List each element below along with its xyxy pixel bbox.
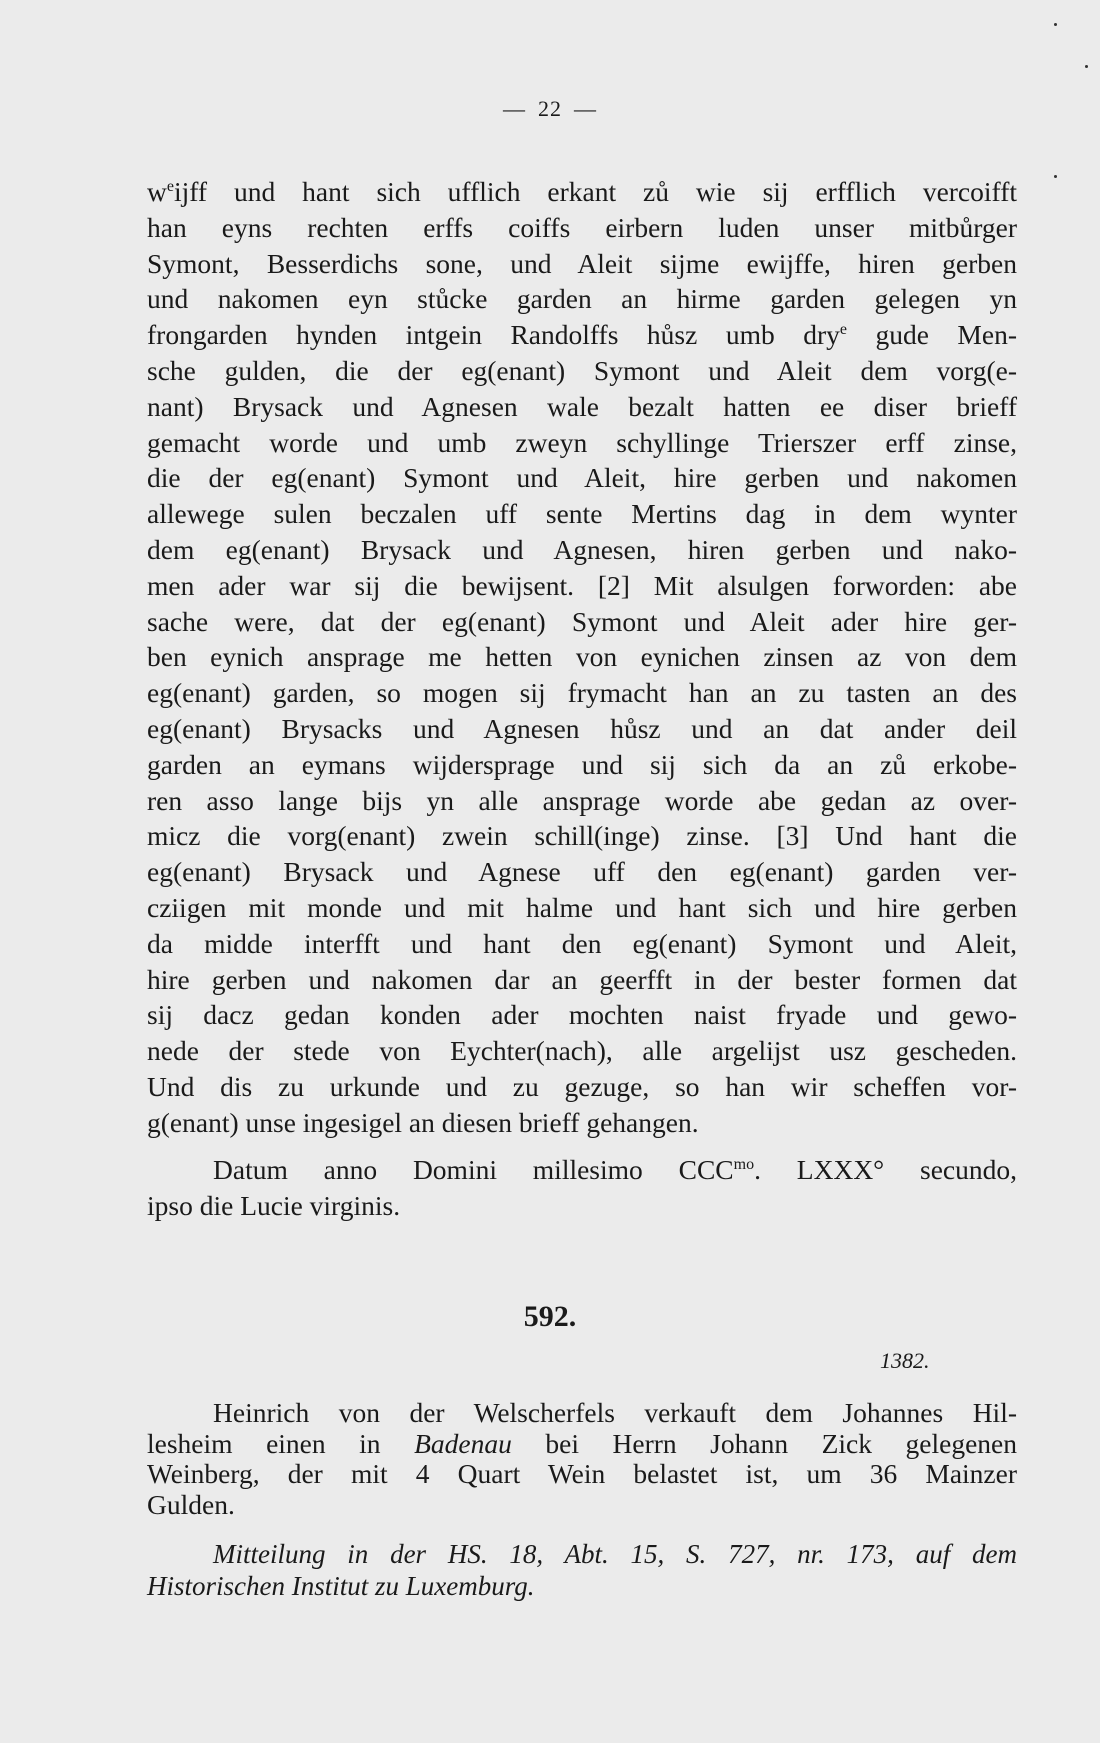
summary-text: bei Herrn Johann Zick gelegenen (511, 1427, 1017, 1459)
scan-speck (1054, 175, 1057, 178)
source-line: Mitteilung in der HS. 18, Abt. 15, S. 727, nr. 173, auf dem (213, 1539, 1017, 1569)
datum-superscript: mo (733, 1156, 755, 1173)
text-line (147, 1105, 1017, 1141)
text-line (147, 389, 1017, 425)
text-segment: men ader war sij die bewijsent. [2] Mit alsulgen forworden: abe (147, 569, 1017, 601)
text-segment: ijff und hant sich ufflich erkant zů wie sij erfflich vercoifft (173, 176, 1017, 207)
datum-text: Datum anno Domini millesimo CCC (213, 1154, 734, 1185)
place-name: Badenau (414, 1427, 512, 1459)
text-line (147, 783, 1017, 819)
page-number: 22 (538, 96, 562, 121)
charter-text (147, 174, 1017, 1141)
text-segment: eg(enant) Brysacks und Agnesen hůsz und an dat ander deil (147, 712, 1017, 744)
dash-left: — (503, 96, 526, 121)
text-line (147, 711, 1017, 747)
text-line (147, 604, 1017, 640)
text-segment: g(enant) unse ingesigel an diesen brieff gehangen. (147, 1106, 699, 1138)
dash-right: — (574, 96, 597, 121)
text-line (147, 353, 1017, 389)
text-segment: dem eg(enant) Brysack und Agnesen, hiren gerben und nako- (147, 533, 1017, 565)
text-segment: frongarden hynden intgein Randolffs hůsz umb dry (147, 319, 840, 351)
text-line (147, 425, 1017, 461)
superscript-letter: e (839, 321, 847, 339)
text-segment: gude Men- (846, 319, 1017, 351)
summary-line (147, 1429, 1017, 1460)
entry-summary (147, 1398, 1017, 1520)
datum-clause (147, 1152, 1017, 1224)
text-segment: nede der stede von Eychter(nach), alle argelijst usz gescheden. (147, 1035, 1017, 1067)
text-line (147, 460, 1017, 496)
text-line (147, 1033, 1017, 1069)
text-segment: da midde interfft und hant den eg(enant) Symont und Aleit, (147, 927, 1017, 959)
text-segment: allewege sulen beczalen uff sente Mertins dag in dem wynter (147, 498, 1017, 530)
source-line: Historischen Institut zu Luxemburg. (147, 1571, 535, 1601)
text-segment: micz die vorg(enant) zwein schill(inge) zinse. [3] Und hant die (147, 820, 1017, 852)
text-segment: w (147, 176, 167, 207)
datum-line: ipso die Lucie virginis. (147, 1189, 401, 1221)
text-segment: ren asso lange bijs yn alle ansprage worde abe gedan az over- (147, 784, 1017, 816)
source-note (147, 1538, 1017, 1602)
text-segment: Symont, Besserdichs sone, und Aleit sijme ewijffe, hiren gerben (147, 247, 1017, 279)
text-line (147, 675, 1017, 711)
page-number-header (0, 96, 1100, 122)
text-segment: han eyns rechten erffs coiffs eirbern luden unser mitbůrger (147, 211, 1017, 243)
entry-number: 592. (523, 1300, 577, 1333)
text-line (147, 818, 1017, 854)
text-segment: hire gerben und nakomen dar an geerfft in der bester formen dat (147, 963, 1017, 995)
text-segment: Und dis zu urkunde und zu gezuge, so han wir scheffen vor- (147, 1070, 1017, 1102)
text-segment: sache were, dat der eg(enant) Symont und Aleit ader hire ger- (147, 605, 1017, 637)
text-segment: gemacht worde und umb zweyn schyllinge Trierszer erff zinse, (147, 426, 1017, 458)
text-segment: die der eg(enant) Symont und Aleit, hire gerben und nakomen (147, 462, 1017, 494)
text-line (147, 281, 1017, 317)
text-line (147, 532, 1017, 568)
summary-line: Gulden. (147, 1488, 235, 1520)
text-line (147, 496, 1017, 532)
scan-speck (1085, 65, 1088, 68)
summary-text: lesheim einen in (147, 1427, 415, 1459)
text-line (147, 568, 1017, 604)
text-segment: eg(enant) garden, so mogen sij frymacht han an zu tasten an des (147, 677, 1017, 709)
text-line (147, 639, 1017, 675)
text-segment: garden an eymans wijdersprage und sij sich da an zů erkobe- (147, 748, 1017, 780)
text-line (147, 174, 1017, 210)
text-segment: eg(enant) Brysack und Agnese uff den eg(enant) garden ver- (147, 856, 1017, 888)
text-segment: nant) Brysack und Agnesen wale bezalt hatten ee diser brieff (147, 390, 1017, 422)
text-segment: ben eynich ansprage me hetten von eynichen zinsen az von dem (147, 641, 1017, 673)
text-line (147, 1069, 1017, 1105)
text-line (147, 317, 1017, 353)
text-line (147, 854, 1017, 890)
text-line (147, 246, 1017, 282)
datum-line (147, 1152, 1017, 1188)
text-line (147, 962, 1017, 998)
text-line (147, 890, 1017, 926)
text-segment: sche gulden, die der eg(enant) Symont und Aleit dem vorg(e- (147, 354, 1017, 386)
datum-text-end: . LXXX° secundo, (754, 1154, 1017, 1185)
text-line (147, 210, 1017, 246)
scan-speck (1054, 23, 1057, 26)
text-segment: sij dacz gedan konden ader mochten naist fryade und gewo- (147, 999, 1017, 1031)
text-segment: cziigen mit monde und mit halme und hant sich und hire gerben (147, 891, 1017, 923)
entry-date: 1382. (880, 1348, 930, 1373)
summary-line: Weinberg, der mit 4 Quart Wein belastet ist, um 36 Mainzer (147, 1458, 1017, 1489)
text-line (147, 747, 1017, 783)
text-line (147, 997, 1017, 1033)
text-segment: und nakomen eyn stůcke garden an hirme garden gelegen yn (147, 283, 1017, 315)
summary-line: Heinrich von der Welscherfels verkauft dem Johannes Hil- (213, 1397, 1017, 1428)
text-line (147, 926, 1017, 962)
superscript-letter: e (166, 178, 174, 195)
